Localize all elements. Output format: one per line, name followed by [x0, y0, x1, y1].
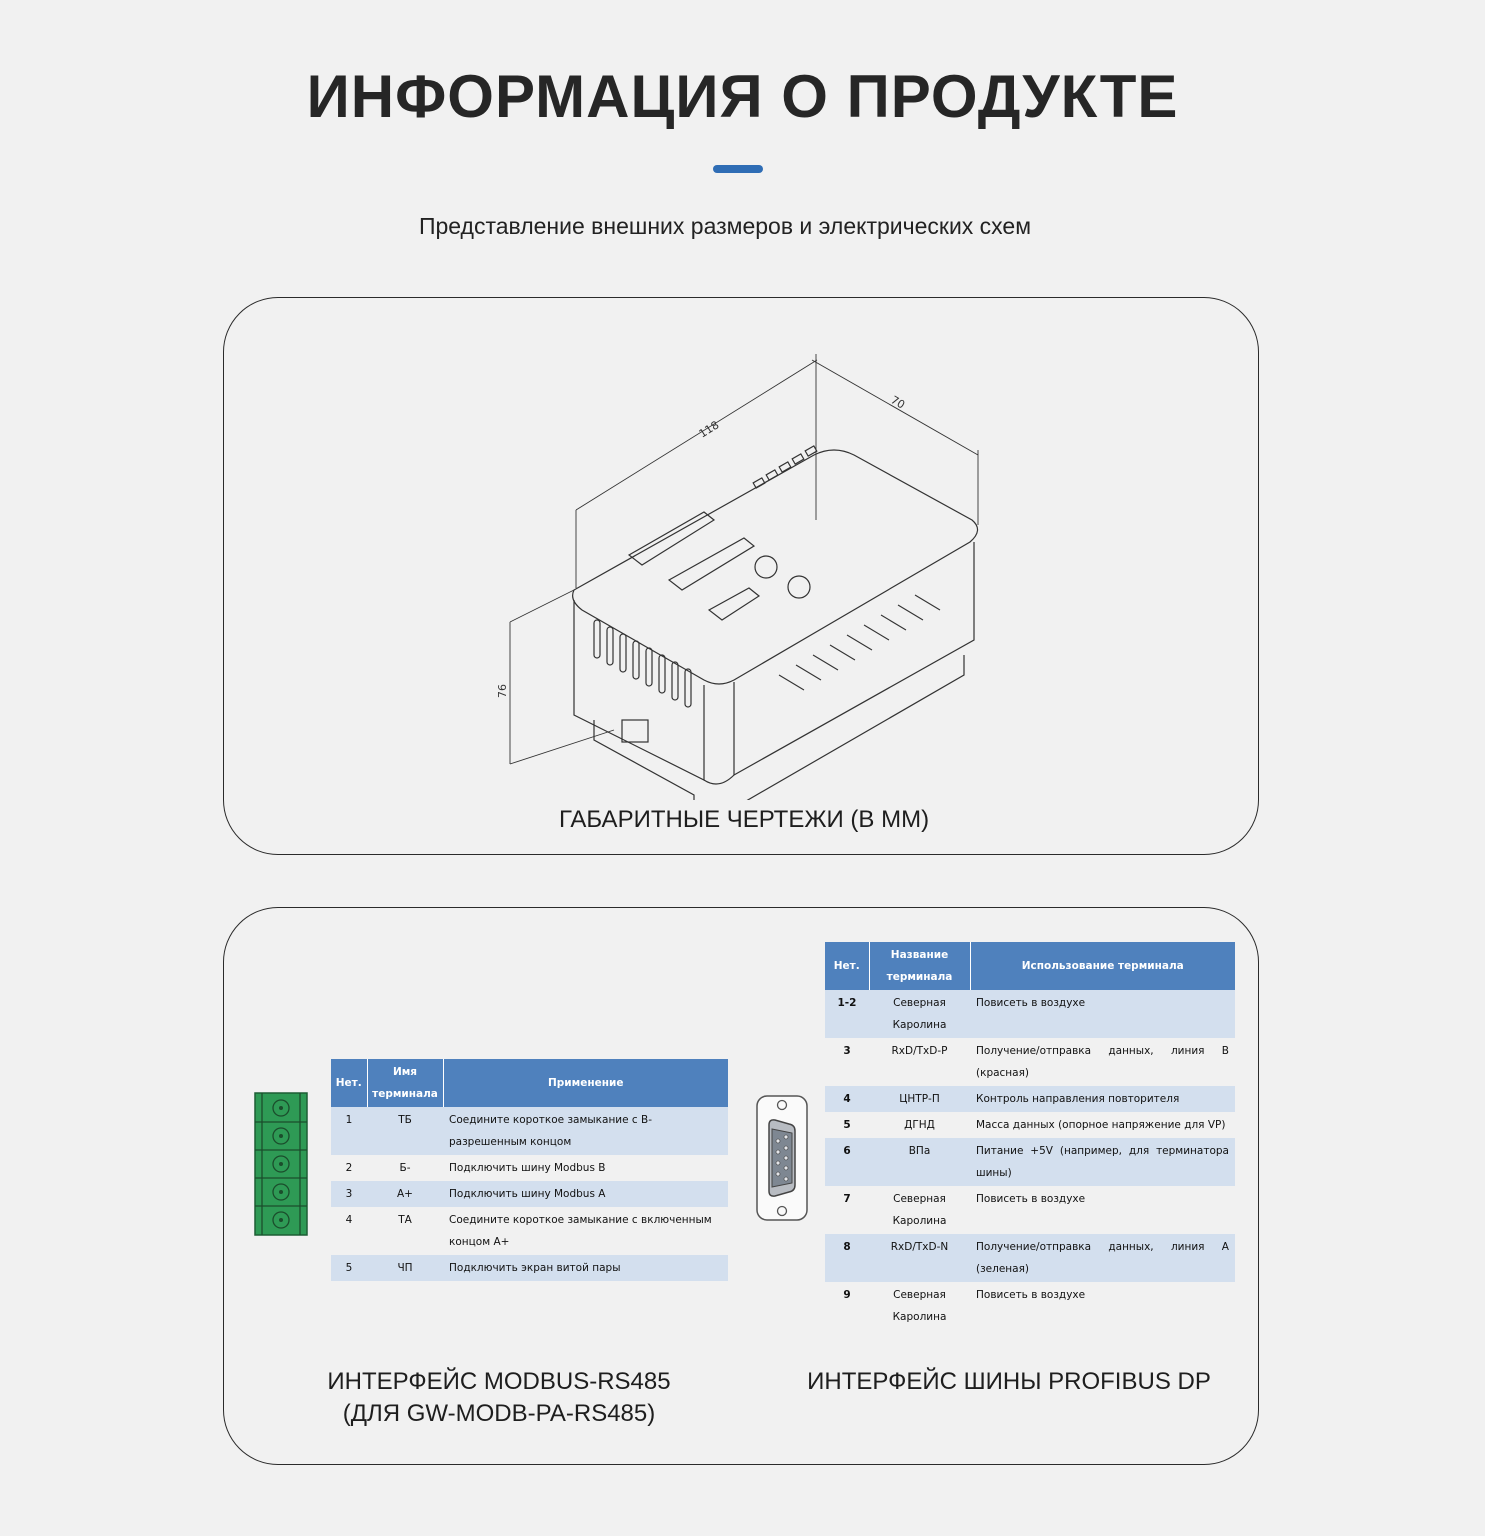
cell-no: 3: [331, 1181, 367, 1207]
dimension-lines: [510, 354, 978, 764]
cell-name: RxD/TxD-P: [891, 1045, 948, 1057]
modbus-header-usage: Применение: [443, 1059, 728, 1107]
modbus-terminal-table: [331, 1059, 728, 1281]
cell-usage: Соедините короткое замыкание с B-разрешенным концом: [443, 1107, 728, 1155]
cell-usage: Повисеть в воздухе: [976, 1193, 1086, 1205]
table-row: [825, 990, 1235, 1038]
cell-usage: Подключить шину Modbus B: [449, 1162, 606, 1174]
cell-usage: Подключить шину Modbus A: [443, 1181, 728, 1207]
dim-width-label: 70: [888, 393, 908, 412]
cell-name: Б-: [399, 1162, 411, 1174]
cell-no: 4: [825, 1086, 869, 1112]
table-row: [825, 1112, 1235, 1138]
modbus-caption-line1: ИНТЕРФЕЙС MODBUS-RS485: [327, 1368, 671, 1395]
cell-name: Северная Каролина: [892, 1289, 947, 1323]
table-row: [825, 1186, 1235, 1234]
page-title: ИНФОРМАЦИЯ О ПРОДУКТЕ: [306, 63, 1179, 130]
cell-usage: Масса данных (опорное напряжение для VP): [976, 1119, 1226, 1131]
status-leds: [753, 446, 817, 488]
profibus-header-usage: Использование терминала: [970, 942, 1235, 990]
table-row: [825, 1086, 1235, 1112]
cell-name: Северная Каролина: [892, 1193, 947, 1227]
dimensions-panel: [223, 297, 1259, 855]
table-row: [825, 1282, 1235, 1330]
table-row: [331, 1155, 728, 1181]
cell-name: RxD/TxD-N: [869, 1234, 970, 1282]
cell-no: 1: [331, 1107, 367, 1155]
cell-no: 5: [331, 1255, 367, 1281]
dimensions-caption: ГАБАРИТНЫЕ ЧЕРТЕЖИ (В ММ): [558, 806, 930, 833]
profibus-header-name: Название терминала: [869, 942, 970, 990]
table-row: [331, 1207, 728, 1255]
cell-usage: Соедините короткое замыкание с включенным концом A+: [449, 1214, 712, 1248]
dim-height-label: 76: [496, 684, 509, 698]
cell-no: 6: [825, 1138, 869, 1186]
side-vents: [779, 595, 940, 690]
cell-name: А+: [367, 1181, 443, 1207]
page-subtitle: Представление внешних размеров и электрических схем: [418, 213, 1032, 239]
dim-length-label: 118: [696, 418, 722, 441]
cell-name: ВПа: [869, 1138, 970, 1186]
cell-usage: Подключить экран витой пары: [443, 1255, 728, 1281]
modbus-header-no: Нет.: [331, 1059, 367, 1107]
cell-usage: Получение/отправка данных, линия A (зеленая): [970, 1234, 1235, 1282]
profibus-terminal-table: [825, 942, 1235, 1330]
table-row: [331, 1107, 728, 1155]
top-connectors: [629, 512, 810, 620]
cell-usage: Получение/отправка данных, линия B (красная): [976, 1045, 1229, 1079]
cell-no: 8: [825, 1234, 869, 1282]
profibus-header-no: Нет.: [825, 942, 869, 990]
modbus-caption: [264, 1366, 734, 1430]
table-row: [331, 1255, 728, 1281]
modbus-header-name: Имя терминала: [367, 1059, 443, 1107]
cell-no: 5: [843, 1119, 851, 1131]
cell-name: ЧП: [367, 1255, 443, 1281]
cell-no: 2: [345, 1162, 353, 1174]
cell-name: ЦНТР-П: [869, 1086, 970, 1112]
cell-no: 9: [843, 1289, 851, 1301]
cell-no: 1-2: [825, 990, 869, 1038]
terminal-block-icon: [254, 1092, 308, 1236]
cell-name: ДГНД: [904, 1119, 935, 1131]
cell-usage: Повисеть в воздухе: [976, 1289, 1086, 1301]
cell-no: 3: [843, 1045, 851, 1057]
front-vents: [594, 620, 691, 707]
interfaces-panel: [223, 907, 1259, 1465]
cell-no: 4: [345, 1214, 353, 1226]
device-dimension-drawing: [494, 320, 994, 800]
din-rail-clip: [622, 720, 648, 742]
table-row: [825, 1038, 1235, 1086]
cell-name: Северная Каролина: [869, 990, 970, 1038]
cell-usage: Контроль направления повторителя: [970, 1086, 1235, 1112]
table-row: [331, 1181, 728, 1207]
db9-connector-icon: [756, 1095, 808, 1221]
table-row: [825, 1138, 1235, 1186]
title-accent-bar: [713, 165, 763, 173]
cell-usage: Питание +5V (например, для терминатора шины): [970, 1138, 1235, 1186]
cell-usage: Повисеть в воздухе: [970, 990, 1235, 1038]
table-row: [825, 1234, 1235, 1282]
cell-name: ТА: [398, 1214, 412, 1226]
cell-no: 7: [843, 1193, 851, 1205]
cell-name: ТБ: [367, 1107, 443, 1155]
modbus-caption-line2: (ДЛЯ GW-MODB-PA-RS485): [342, 1400, 656, 1427]
profibus-caption: ИНТЕРФЕЙС ШИНЫ PROFIBUS DP: [807, 1368, 1211, 1395]
